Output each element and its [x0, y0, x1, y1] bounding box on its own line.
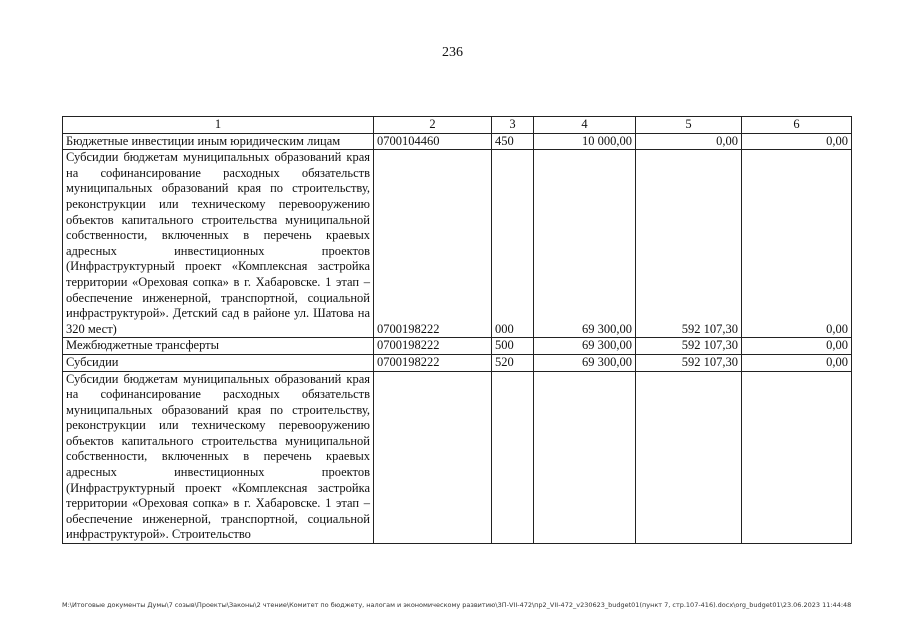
expense-type-code: 500 — [492, 338, 534, 355]
table-row — [63, 354, 852, 371]
amount-col4: 69 300,00 — [534, 150, 636, 338]
amount-col6: 0,00 — [742, 150, 852, 338]
column-header: 4 — [534, 117, 636, 134]
column-header: 6 — [742, 117, 852, 134]
column-header: 2 — [374, 117, 492, 134]
target-article-code — [374, 371, 492, 544]
table-row — [63, 133, 852, 150]
row-name: Межбюджетные трансферты — [63, 338, 374, 355]
footer-file-path: M:\Итоговые документы Думы\7 созыв\Проекты\Законы\2 чтение\Комитет по бюджету, налогам и экономическому развитию\3П-VII-472\пр2_VII-472_v230623_budget01(пункт 7, стр.107-416).docx\org_budget01\23.06.2023 11:44:48 — [62, 601, 852, 609]
column-header: 3 — [492, 117, 534, 134]
target-article-code: 0700104460 — [374, 133, 492, 150]
amount-col5: 0,00 — [636, 133, 742, 150]
target-article-code: 0700198222 — [374, 354, 492, 371]
table-row — [63, 338, 852, 355]
table-row — [63, 371, 852, 544]
amount-col5 — [636, 371, 742, 544]
amount-col5: 592 107,30 — [636, 338, 742, 355]
amount-col4: 10 000,00 — [534, 133, 636, 150]
amount-col6 — [742, 371, 852, 544]
page-number: 236 — [442, 45, 463, 60]
expense-type-code: 000 — [492, 150, 534, 338]
budget-table — [62, 116, 852, 544]
expense-type-code: 520 — [492, 354, 534, 371]
amount-col6: 0,00 — [742, 133, 852, 150]
column-header: 5 — [636, 117, 742, 134]
amount-col5: 592 107,30 — [636, 150, 742, 338]
amount-col4: 69 300,00 — [534, 354, 636, 371]
expense-type-code: 450 — [492, 133, 534, 150]
row-name: Субсидии — [63, 354, 374, 371]
row-name: Субсидии бюджетам муниципальных образований края на софинансирование расходных обязательств муниципальных образований края по строительству, реконструкции или техническому перевооружению объектов капитального строительства муниципальной собственности, включенных в перечень краевых адресных инвестиционных проектов (Инфраструктурный проект «Комплексная застройка территории «Ореховая сопка» в г. Хабаровске. 1 этап – обеспечение инженерной, транспортной, социальной инфраструктурой». Детский сад в районе ул. Шатова на 320 мест) — [63, 150, 374, 338]
table-header-row — [63, 117, 852, 134]
target-article-code: 0700198222 — [374, 150, 492, 338]
row-name: Субсидии бюджетам муниципальных образований края на софинансирование расходных обязательств муниципальных образований края по строительству, реконструкции или техническому перевооружению объектов капитального строительства муниципальной собственности, включенных в перечень краевых адресных инвестиционных проектов (Инфраструктурный проект «Комплексная застройка территории «Ореховая сопка» в г. Хабаровске. 1 этап – обеспечение инженерной, транспортной, социальной инфраструктурой». Строительство — [63, 371, 374, 544]
amount-col4: 69 300,00 — [534, 338, 636, 355]
amount-col6: 0,00 — [742, 354, 852, 371]
expense-type-code — [492, 371, 534, 544]
row-name: Бюджетные инвестиции иным юридическим лицам — [63, 133, 374, 150]
amount-col4 — [534, 371, 636, 544]
amount-col6: 0,00 — [742, 338, 852, 355]
column-header: 1 — [63, 117, 374, 134]
target-article-code: 0700198222 — [374, 338, 492, 355]
table-row — [63, 150, 852, 338]
amount-col5: 592 107,30 — [636, 354, 742, 371]
